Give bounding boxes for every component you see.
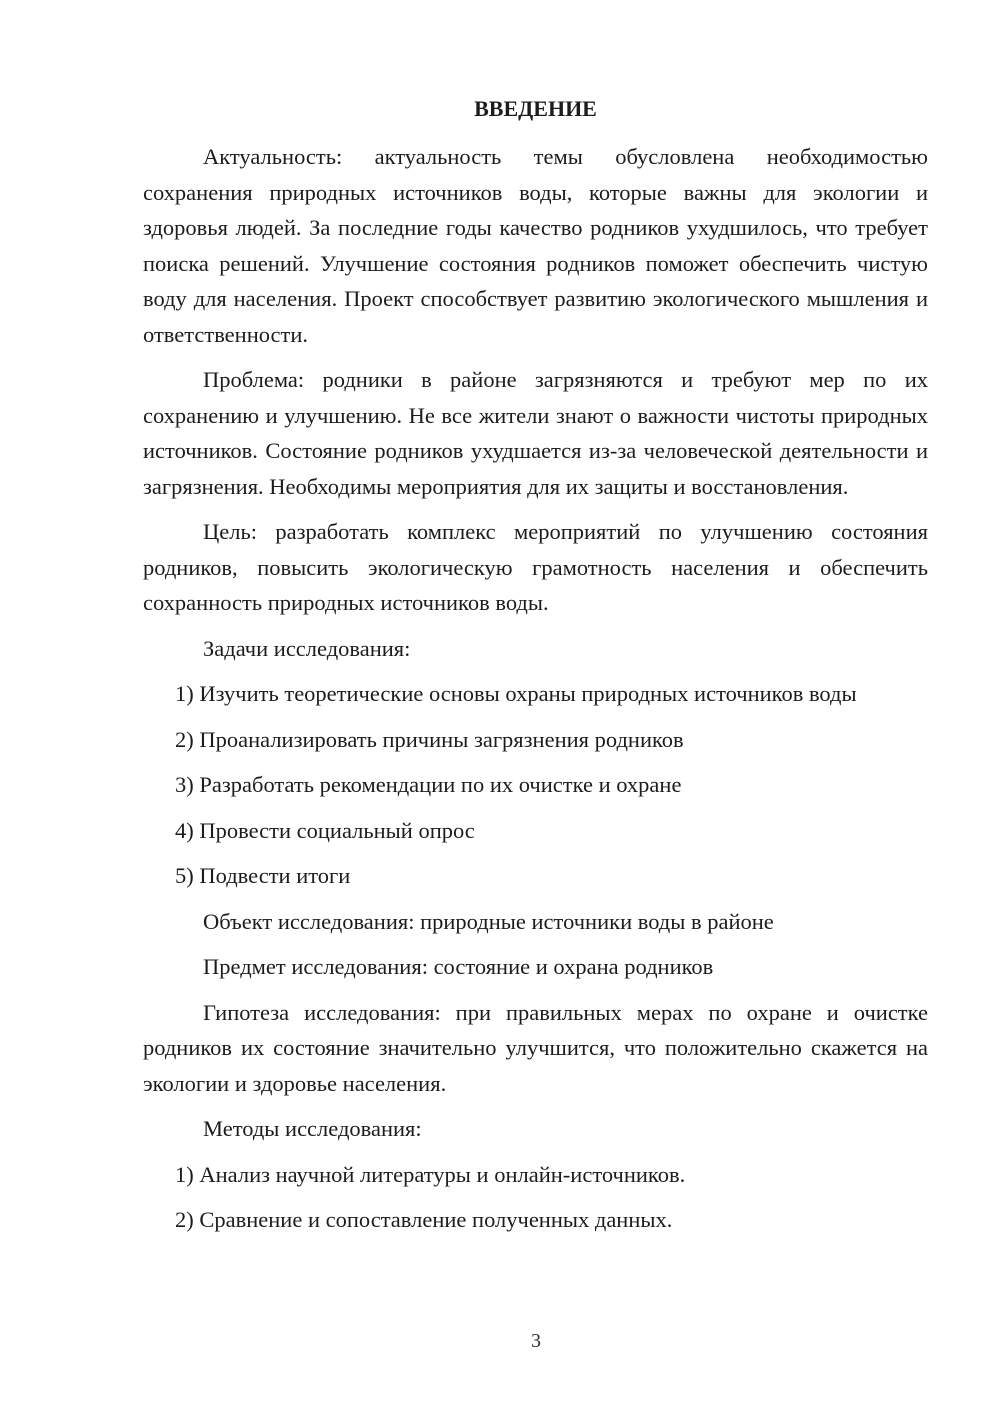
problem-paragraph: Проблема: родники в районе загрязняются и требуют мер по их сохранению и улучшению. Не все жители знают о важности чистоты природных источников. Состояние родников ухудшается из-за человеческой деятельности и загрязнения. Необходимы мероприятия для их защиты и восстановления. <box>143 367 928 499</box>
research-subject: Предмет исследования: состояние и охрана родников <box>203 954 714 979</box>
relevance-paragraph: Актуальность: актуальность темы обусловлена необходимостью сохранения природных источников воды, которые важны для экологии и здоровья людей. За последние годы качество родников ухудшилось, что требует поиска решений. Улучшение состояния родников поможет обеспечить чистую воду для населения. Проект способствует развитию экологического мышления и ответственности. <box>143 144 928 347</box>
task-item-1: 1) Изучить теоретические основы охраны природных источников воды <box>175 681 857 706</box>
goal-paragraph: Цель: разработать комплекс мероприятий по улучшению состояния родников, повысить экологическую грамотность населения и обеспечить сохранность природных источников воды. <box>143 519 928 615</box>
task-item-2: 2) Проанализировать причины загрязнения родников <box>175 726 684 752</box>
task-item-4: 4) Провести социальный опрос <box>175 817 475 843</box>
hypothesis-paragraph: Гипотеза исследования: при правильных мерах по охране и очистке родников их состояние значительно улучшится, что положительно скажется на экологии и здоровье населения. <box>143 999 928 1096</box>
page-content <box>143 92 928 1238</box>
page-number: 3 <box>531 1330 541 1352</box>
methods-heading: Методы исследования: <box>203 1116 422 1141</box>
method-item-2: 2) Сравнение и сопоставление полученных данных. <box>175 1207 673 1232</box>
tasks-heading: Задачи исследования: <box>203 635 411 661</box>
task-item-3: 3) Разработать рекомендации по их очистке и охране <box>175 772 682 797</box>
task-item-5: 5) Подвести итоги <box>175 863 351 888</box>
method-item-1: 1) Анализ научной литературы и онлайн-источников. <box>175 1161 686 1187</box>
page-title: ВВЕДЕНИЕ <box>474 96 597 121</box>
research-object: Объект исследования: природные источники воды в районе <box>203 908 774 934</box>
